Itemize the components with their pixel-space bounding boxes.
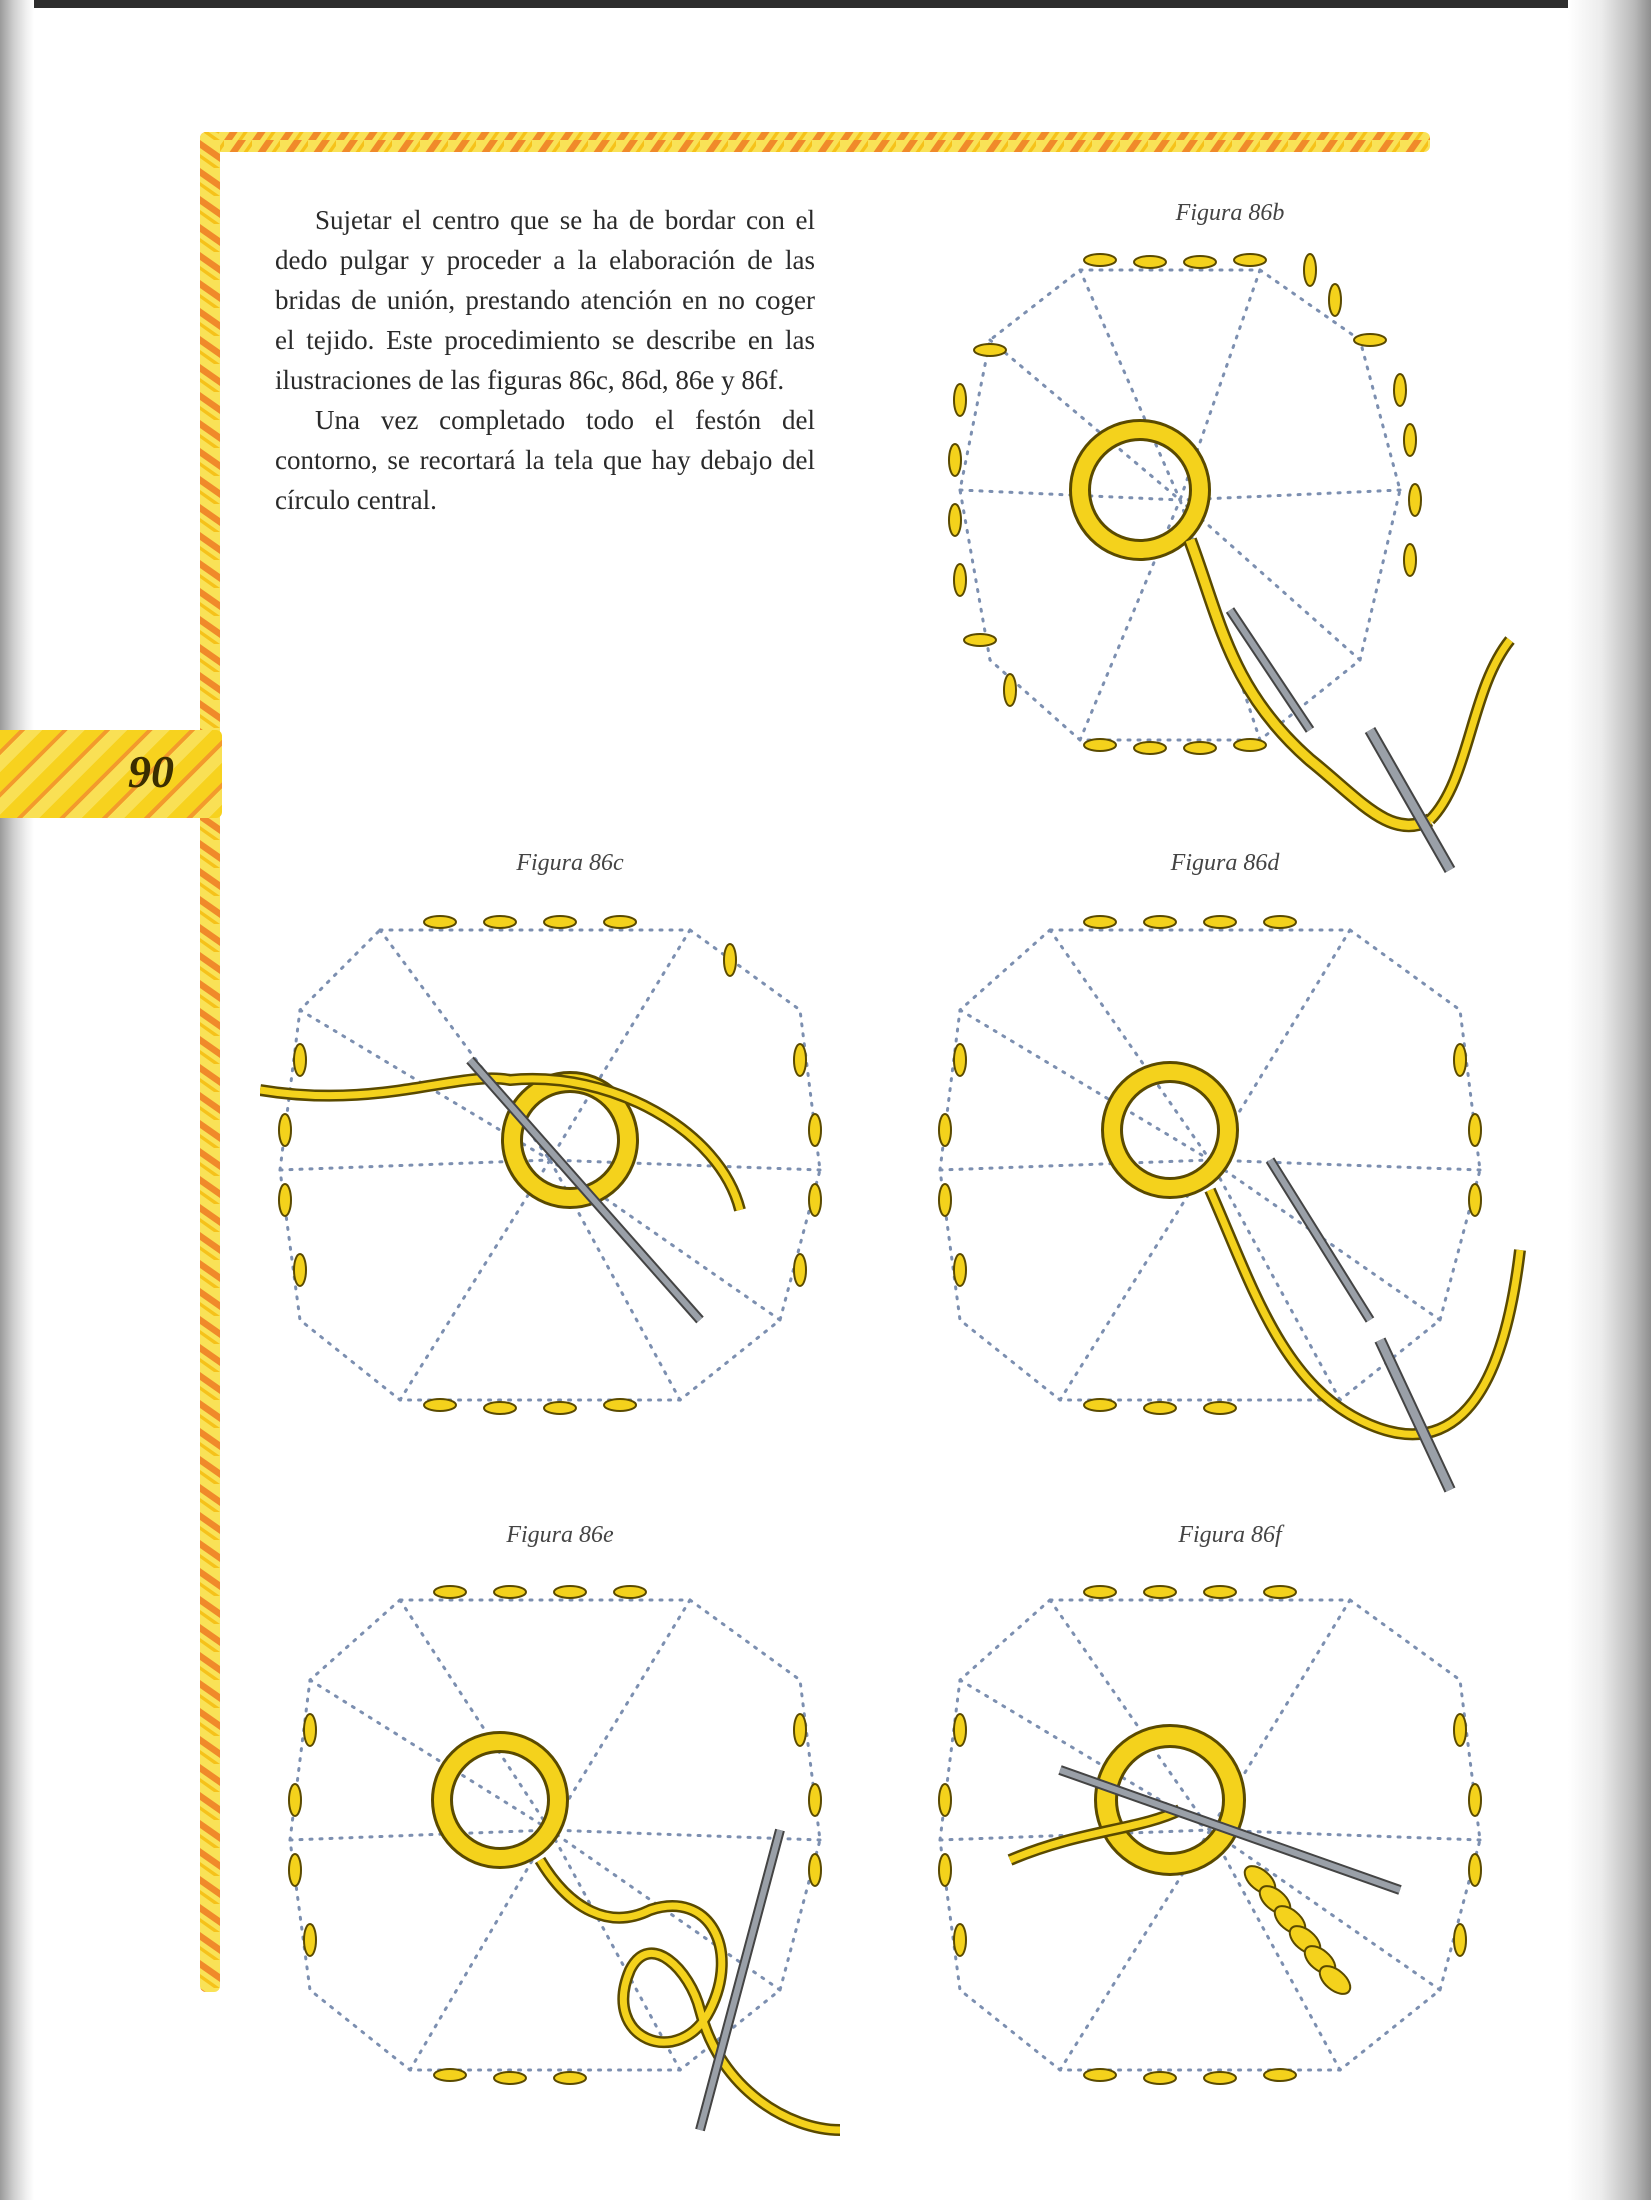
figure-86b-illustration: [930, 240, 1530, 900]
figure-86c-illustration: [260, 900, 860, 1460]
figure-86e-caption: Figura 86e: [506, 1522, 614, 1548]
thread-ring: [1080, 430, 1510, 825]
figure-86c-caption: Figura 86c: [516, 850, 624, 876]
figure-86d-caption: Figura 86d: [1170, 850, 1280, 876]
figure-86f-caption: Figura 86f: [1178, 1522, 1282, 1548]
buttonhole-knots: [1240, 1861, 1355, 1999]
paragraph-1: Sujetar el centro que se ha de bordar con el dedo pulgar y proceder a la elaboración de las bridas de unión, prestando atención en no coger el tejido. Este procedimiento se describe en las ilustraciones de las figuras 86c, 86d, 86e y 86f.: [275, 205, 815, 395]
figure-86e-illustration: [270, 1570, 850, 2160]
octagon-stitch-frame: [960, 270, 1400, 740]
paragraph-2: Una vez completado todo el festón del contorno, se recortará la tela que hay debajo del círculo central.: [275, 405, 815, 515]
figure-86f-illustration: [920, 1570, 1520, 2150]
figure-86d-illustration: [920, 900, 1540, 1520]
body-text: [275, 200, 815, 520]
page-number: 90: [128, 746, 174, 797]
figure-86b-caption: Figura 86b: [1175, 200, 1285, 226]
satin-stitch-marks: [949, 254, 1421, 754]
